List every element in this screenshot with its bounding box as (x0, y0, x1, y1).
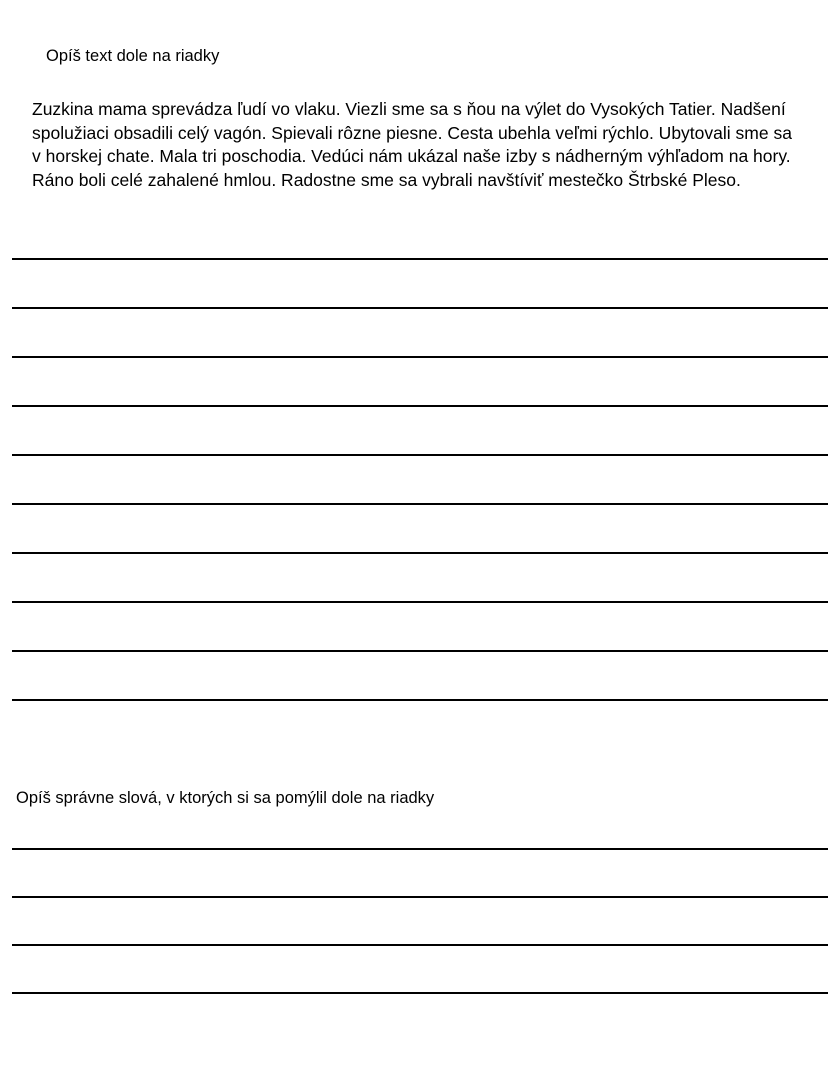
writing-line[interactable] (12, 699, 828, 701)
writing-lines-second (12, 848, 828, 994)
instruction-copy-text: Opíš text dole na riadky (46, 47, 220, 65)
writing-line[interactable] (12, 992, 828, 994)
instruction-correct-words: Opíš správne slová, v ktorých si sa pomýlil dole na riadky (16, 789, 435, 807)
source-passage: Zuzkina mama sprevádza ľudí vo vlaku. Viezli sme sa s ňou na výlet do Vysokých Tatier. Nadšení spolužiaci obsadili celý vagón. Spievali rôzne piesne. Cesta ubehla veľmi rýchlo. Ubytovali sme sa v horskej chate. Mala tri poschodia. Vedúci nám ukázal naše izby s nádherným výhľadom na hory. Ráno boli celé zahalené hmlou. Radostne sme sa vybrali navštíviť mestečko Štrbské Pleso. (32, 99, 792, 190)
writing-lines-first (12, 258, 828, 701)
